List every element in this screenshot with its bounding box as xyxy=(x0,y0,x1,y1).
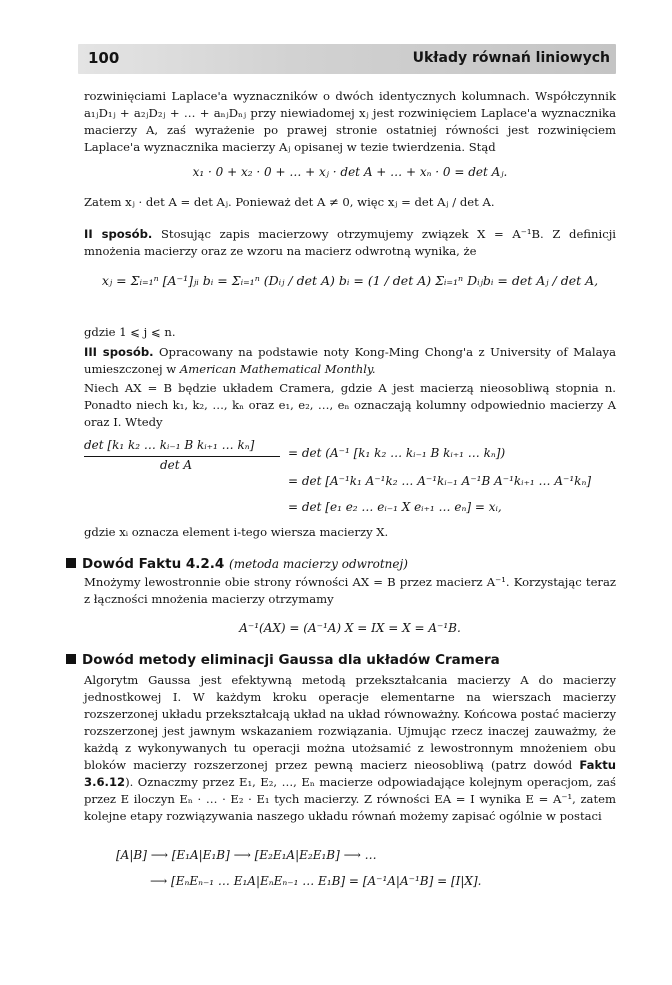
section-bullet-icon xyxy=(66,654,76,664)
fact-reference: Faktu 3.6.12 xyxy=(84,758,616,789)
section-title-fact-424: Dowód Faktu 4.2.4 xyxy=(82,556,225,572)
paragraph-gauss xyxy=(84,672,616,825)
journal-name: American Mathematical Monthly. xyxy=(179,362,376,376)
fraction-denominator: det A xyxy=(160,458,193,472)
chapter-title: Układy równań liniowych xyxy=(412,50,610,66)
fraction-bar xyxy=(84,456,280,457)
paragraph-method-3 xyxy=(84,344,616,378)
section-subtitle: (metoda macierzy odwrotnej) xyxy=(229,557,408,571)
equation-gauss-line-2: ⟶ [EₙEₙ₋₁ … E₁A|EₙEₙ₋₁ … E₁B] = [A⁻¹A|A⁻¹B] = [I|X]. xyxy=(150,874,482,888)
paragraph-method-2 xyxy=(84,226,616,260)
fraction-numerator: det [k₁ k₂ … kᵢ₋₁ B kᵢ₊₁ … kₙ] xyxy=(84,438,255,452)
equation-line-3: = det [e₁ e₂ … eᵢ₋₁ X eᵢ₊₁ … eₙ] = xᵢ, xyxy=(288,500,502,514)
section-heading-gauss xyxy=(66,652,500,668)
gauss-text-b: ). Oznaczmy przez E₁, E₂, …, Eₙ macierze odpowiadające kolejnym operacjom, zaś przez E iloczyn Eₙ · … · E₂ · E₁ tych macierzy. Z równości EA = I wynika E = A⁻¹, zatem kolejne etapy rozwiązywania naszego układu równań możemy zapisać ogólnie w postaci xyxy=(84,775,616,823)
method-2-text: Stosując zapis macierzowy otrzymujemy związek X = A⁻¹B. Z definicji mnożenia macierzy oraz ze wzoru na macierz odwrotną wynika, że xyxy=(84,227,617,258)
page-header xyxy=(78,44,616,74)
method-3-label: III sposób. xyxy=(84,345,154,359)
equation-inverse: A⁻¹(AX) = (A⁻¹A) X = IX = X = A⁻¹B. xyxy=(239,621,461,635)
paragraph-range: gdzie 1 ⩽ j ⩽ n. xyxy=(84,325,176,339)
equation-sum-det: x₁ · 0 + x₂ · 0 + … + xⱼ · det A + … + xₙ · 0 = det Aⱼ. xyxy=(192,165,508,179)
equation-line-2: = det [A⁻¹k₁ A⁻¹k₂ … A⁻¹kᵢ₋₁ A⁻¹B A⁻¹kᵢ₊₁ … A⁻¹kₙ] xyxy=(288,474,591,488)
paragraph-laplace: rozwinięciami Laplace'a wyznaczników o dwóch identycznych kolumnach. Współczynnik a₁ⱼD₁ⱼ + a₂ⱼD₂ⱼ + … + aₙⱼDₙⱼ przy niewiadomej xⱼ jest rozwinięciem Laplace'a wyznacznika macierzy A, zaś wyrażenie po prawej stronie ostatniej równości jest rozwinięciem Laplace'a wyznacznika macierzy Aⱼ opisanej w tezie twierdzenia. Stąd xyxy=(84,89,616,154)
page-number: 100 xyxy=(88,49,120,67)
paragraph-mnozymy: Mnożymy lewostronnie obie strony równości AX = B przez macierz A⁻¹. Korzystając teraz z łączności mnożenia macierzy otrzymamy xyxy=(84,575,616,606)
equation-cramer-sum: xⱼ = Σᵢ₌₁ⁿ [A⁻¹]ⱼᵢ bᵢ = Σᵢ₌₁ⁿ (Dᵢⱼ / det A) bᵢ = (1 / det A) Σᵢ₌₁ⁿ Dᵢⱼbᵢ = det Aⱼ / det A, xyxy=(101,273,599,288)
paragraph-gdzie: gdzie xᵢ oznacza element i-tego wiersza macierzy X. xyxy=(84,525,389,539)
gauss-text-a: Algorytm Gaussa jest efektywną metodą przekształcania macierzy A do macierzy jednostkowej I. W każdym kroku operacje elementarne na wierszach macierzy rozszerzonej układu przekształcają układ na układ równoważny. Końcowa postać macierzy rozszerzonej jest jawnym wskazaniem rozwiązania. Ujmując rzecz inaczej zauważmy, że każdą z wykonywanych tu operacji można utożsamić z lewostronnym mnożeniem obu bloków macierzy rozszerzonej przez pewną macierz nieosobliwą (patrz dowód xyxy=(84,673,616,772)
method-2-label: II sposób. xyxy=(84,227,153,241)
section-bullet-icon xyxy=(66,558,76,568)
section-title-gauss: Dowód metody eliminacji Gaussa dla układów Cramera xyxy=(82,652,500,668)
paragraph-zatem: Zatem xⱼ · det A = det Aⱼ. Ponieważ det A ≠ 0, więc xⱼ = det Aⱼ / det A. xyxy=(84,195,495,209)
method-3-text: Opracowany na podstawie noty Kong-Ming Chong'a z University of Malaya umieszczonej w xyxy=(84,345,616,376)
equation-line-1: = det (A⁻¹ [k₁ k₂ … kᵢ₋₁ B kᵢ₊₁ … kₙ]) xyxy=(288,446,506,460)
paragraph-niech: Niech AX = B będzie układem Cramera, gdzie A jest macierzą nieosobliwą stopnia n. Ponadto niech k₁, k₂, …, kₙ oraz e₁, e₂, …, eₙ oznaczają kolumny odpowiednio macierzy A oraz I. Wtedy xyxy=(84,381,616,429)
section-heading-fact-424 xyxy=(66,556,408,572)
equation-gauss-line-1: [A|B] ⟶ [E₁A|E₁B] ⟶ [E₂E₁A|E₂E₁B] ⟶ … xyxy=(116,848,377,862)
